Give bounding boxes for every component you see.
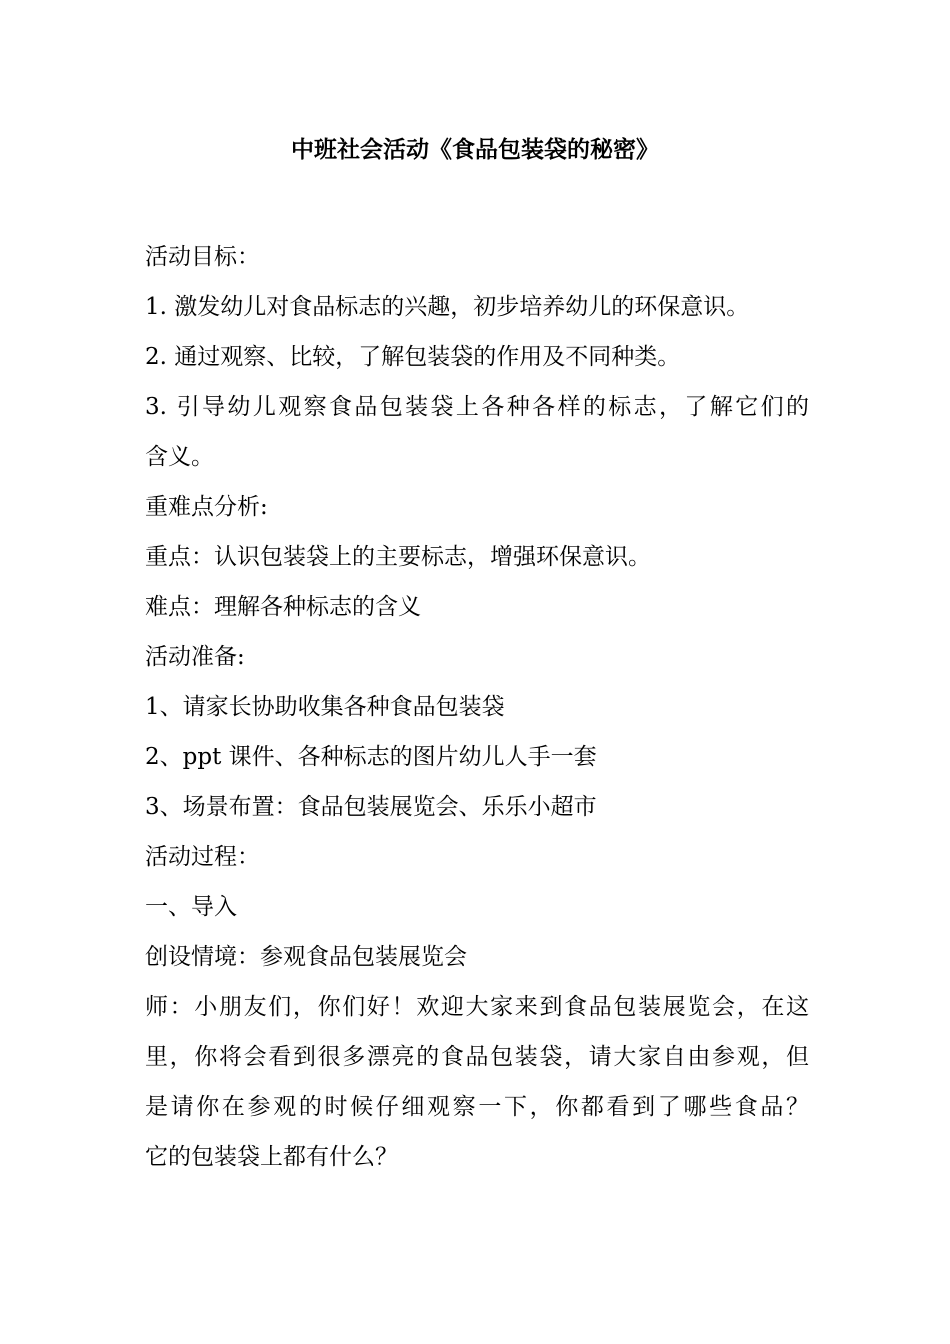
goal-item-3-line-1: 3. 引导幼儿观察食品包装袋上各种各样的标志，了解它们的 bbox=[145, 394, 809, 420]
difficult-point: 难点：理解各种标志的含义 bbox=[145, 594, 421, 620]
section-heading-goals: 活动目标： bbox=[145, 244, 260, 270]
preparation-item-2: 2、ppt 课件、各种标志的图片幼儿人手一套 bbox=[145, 744, 597, 770]
goal-item-3-line-2: 含义。 bbox=[145, 444, 214, 470]
document-title: 中班社会活动《食品包装袋的秘密》 bbox=[291, 136, 659, 163]
teacher-speech-line-4: 它的包装袋上都有什么？ bbox=[145, 1144, 398, 1170]
process-scenario: 创设情境：参观食品包装展览会 bbox=[145, 944, 467, 970]
teacher-speech-line-1: 师：小朋友们，你们好！欢迎大家来到食品包装展览会，在这 bbox=[145, 994, 809, 1020]
preparation-item-3: 3、场景布置：食品包装展览会、乐乐小超市 bbox=[145, 794, 597, 820]
key-point: 重点：认识包装袋上的主要标志，增强环保意识。 bbox=[145, 544, 651, 570]
section-heading-key-points: 重难点分析: bbox=[145, 494, 268, 520]
goal-item-2: 2. 通过观察、比较，了解包装袋的作用及不同种类。 bbox=[145, 344, 681, 370]
section-heading-preparation: 活动准备: bbox=[145, 644, 245, 670]
preparation-item-1: 1、请家长协助收集各种食品包装袋 bbox=[145, 694, 505, 720]
teacher-speech-line-2: 里，你将会看到很多漂亮的食品包装袋，请大家自由参观，但 bbox=[145, 1044, 809, 1070]
process-step-heading: 一、导入 bbox=[145, 894, 237, 920]
goal-item-1: 1. 激发幼儿对食品标志的兴趣，初步培养幼儿的环保意识。 bbox=[145, 294, 750, 320]
document-body bbox=[145, 232, 809, 1182]
teacher-speech-line-3: 是请你在参观的时候仔细观察一下，你都看到了哪些食品？ bbox=[145, 1094, 809, 1120]
section-heading-process: 活动过程： bbox=[145, 844, 260, 870]
